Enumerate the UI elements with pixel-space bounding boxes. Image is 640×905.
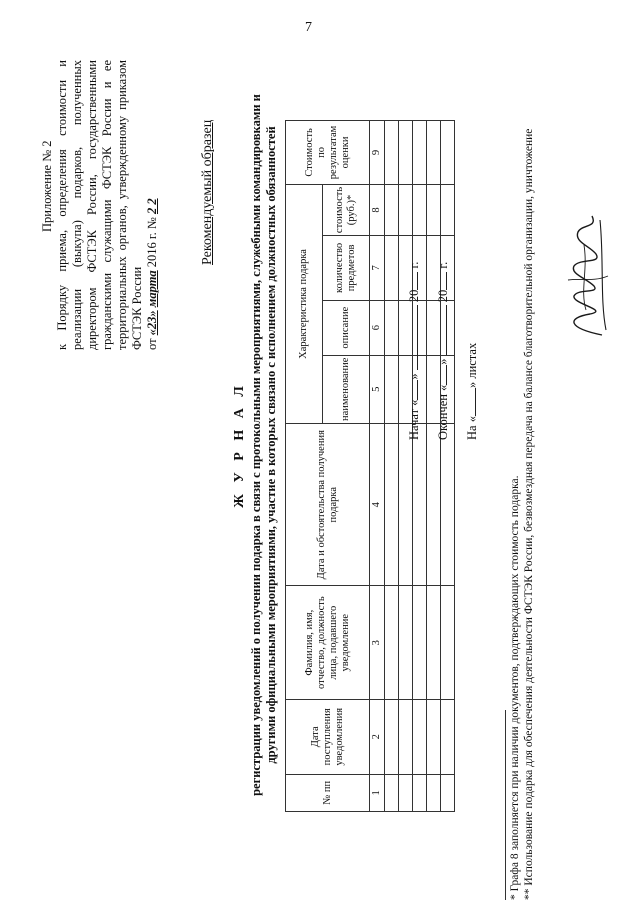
year-prefix: 20 xyxy=(407,289,421,303)
col-header-date-received: Дата поступления уведомления xyxy=(286,699,370,774)
footnote-2: ** Использование подарка для обеспечения деятельности ФСТЭК России, безвозмездная передача на балансе благотворительной организации, уничтожение xyxy=(523,128,535,900)
column-number: 2 xyxy=(370,699,385,774)
date-prefix: от xyxy=(145,338,159,350)
recommended-sample-label: Рекомендуемый образец xyxy=(200,119,215,265)
col-header-gift-characteristics: Характеристика подарка xyxy=(286,184,323,423)
table-row xyxy=(385,121,399,812)
started-line xyxy=(400,262,429,440)
quote-close: » xyxy=(436,358,450,365)
col-header-quantity: количество предметов xyxy=(323,236,370,301)
year-prefix: 20 xyxy=(436,289,450,303)
column-number: 5 xyxy=(370,355,385,423)
col-header-name: наименование xyxy=(323,355,370,423)
sheets-label: На « xyxy=(465,416,479,440)
column-number: 3 xyxy=(370,586,385,700)
page-number: 7 xyxy=(305,20,312,35)
year-suffix: г. xyxy=(436,261,450,269)
column-number: 6 xyxy=(370,300,385,355)
appendix-body: к Порядку приема, определения стоимости и реализации (выкупа) подарков, полученных директором ФСТЭК России, государственными гражданскими служащими ФСТЭК России и ее территориальных органов, утвержденному приказом ФСТЭК России xyxy=(55,60,144,350)
handwritten-signature xyxy=(560,210,615,340)
year-suffix: г. xyxy=(407,261,421,269)
col-header-description: описание xyxy=(323,300,370,355)
journal-title: Ж У Р Н А Л xyxy=(232,382,247,508)
col-header-gift-circumstances: Дата и обстоятельства получения подарка xyxy=(286,424,370,586)
ended-line xyxy=(429,262,458,440)
footnote-separator xyxy=(505,710,506,900)
sheets-suffix: » листах xyxy=(465,342,479,389)
appendix-title: Приложение № 2 xyxy=(40,140,54,232)
date-number: 2 2 xyxy=(145,198,159,215)
column-numbers-row xyxy=(370,121,385,812)
col-header-appraised-value: Стоимость по результатам оценки xyxy=(286,121,370,185)
quote-close: » xyxy=(407,373,421,380)
registration-table xyxy=(285,120,455,812)
column-number: 4 xyxy=(370,424,385,586)
table-header-row xyxy=(286,121,323,812)
table-row xyxy=(427,121,441,812)
appendix-block xyxy=(40,60,160,350)
col-header-person: Фамилия, имя, отчество, должность лица, подавшего уведомление xyxy=(286,586,370,700)
column-number: 9 xyxy=(370,121,385,185)
column-number: 7 xyxy=(370,236,385,301)
footnote-1: * Графа 8 заполняется при наличии документов, подтверждающих стоимость подарка. xyxy=(509,475,521,900)
started-label: Начат « xyxy=(407,399,421,440)
date-day: «23» xyxy=(145,310,159,336)
column-number: 1 xyxy=(370,774,385,811)
column-number: 8 xyxy=(370,184,385,235)
journal-heading xyxy=(232,85,279,805)
sheets-line xyxy=(458,262,487,440)
ended-label: Окончен « xyxy=(436,384,450,440)
journal-tracking xyxy=(400,262,487,440)
table-row xyxy=(399,121,413,812)
footnotes xyxy=(508,20,536,900)
col-header-number: № пп xyxy=(286,774,370,811)
date-month: марта xyxy=(145,270,159,308)
journal-subtitle: регистрации уведомлений о получении подарка в связи с протокольными мероприятиями, служебными командировками и другими официальными мероприятиями, участие в которых связано с исполнением должностных обязанностей xyxy=(249,94,278,796)
table-row xyxy=(441,121,455,812)
table-row xyxy=(413,121,427,812)
date-year: 2016 г. № xyxy=(145,217,159,268)
col-header-cost: стоимость (руб.)* xyxy=(323,184,370,235)
appendix-date xyxy=(145,60,160,350)
